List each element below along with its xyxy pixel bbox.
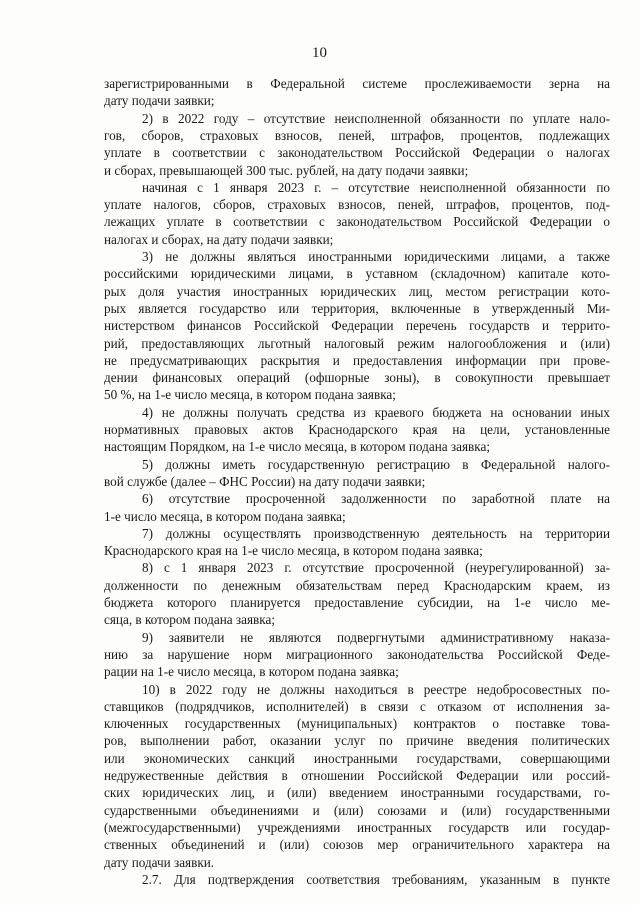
text-line: 5) должны иметь государственную регистрацию в Федеральной налого- [142,456,610,472]
text-line: рий, предоставляющих льготный налоговый режим налогообложения и (или) [104,335,610,351]
text-line: ских юридических лиц, и (или) введением иностранными государствами, го- [104,785,610,801]
text-line: 1-е число месяца, в котором подана заявка; [104,508,346,524]
text-line: 10) в 2022 году не должны находиться в реестре недобросовестных по- [142,681,610,697]
text-line: 4) не должны получать средства из краевого бюджета на основании иных [142,404,610,420]
page-number: 10 [312,45,327,61]
text-line: ственных объединений и (или) союзов мер ограничительного характера на [104,837,610,853]
text-line: рых является государство или территория, включенные в утвержденный Ми- [104,300,610,316]
text-line: 7) должны осуществлять производственную деятельность на территории [142,525,610,541]
text-line: сударственными объединениями и (или) союзами и (или) государственными [104,802,610,818]
text-line: или экономических санкций иностранными государствами, совершающими [104,750,610,766]
text-line: гов, сборов, страховых взносов, пеней, штрафов, процентов, подлежащих [104,127,610,143]
text-line: ров, выполнении работ, оказании услуг по причине введения политических [104,733,610,749]
text-line: дении финансовых операций (офшорные зоны), в совокупности превышает [104,370,610,386]
text-line: недружественные действия в отношении Российской Федерации или россий- [104,768,610,783]
text-line: дату подачи заявки; [104,93,215,109]
text-line: сяца, в котором подана заявка; [104,612,275,628]
text-line: начиная с 1 января 2023 г. – отсутствие неисполненной обязанности по [142,179,610,195]
text-line: 50 %, на 1-е число месяца, в котором подана заявка; [104,387,396,403]
text-line: российскими юридическими лицами, в уставном (складочном) капитале кото- [104,266,610,282]
text-line: и сборах, превышающей 300 тыс. рублей, на дату подачи заявки; [104,162,469,178]
text-line: рации на 1-е число месяца, в котором подана заявка; [104,664,399,680]
text-line: не предусматривающих раскрытия и предоставления информации при прове- [104,352,610,368]
text-line: долженности по денежным обязательствам перед Краснодарским краем, из [104,577,610,593]
text-line: ключенных государственных (муниципальных) контрактов о поставке това- [104,716,610,732]
text-line: 2.7. Для подтверждения соответствия требованиям, указанным в пункте [142,871,610,887]
text-line: 2) в 2022 году – отсутствие неисполненной обязанности по уплате нало- [142,110,610,126]
text-line: Краснодарского края на 1-е число месяца, в котором подана заявка; [104,543,483,559]
text-line: (межгосударственными) учреждениями иностранных государств или государ- [104,819,610,835]
text-line: нормативных правовых актов Краснодарского края на цели, установленные [104,422,610,437]
text-line: налогах и сборах, на дату подачи заявки; [104,231,334,247]
text-line: уплате налогов, сборов, страховых взносов, пеней, штрафов, процентов, под- [104,197,610,213]
text-line: лежащих уплате в соответствии с законодательством Российской Федерации о [104,214,610,230]
text-line: бюджета которого планируется предоставление субсидии, на 1-е число ме- [104,595,610,610]
text-line: настоящим Порядком, на 1-е число месяца, в котором подана заявка; [104,439,490,455]
text-line: нию за нарушение норм миграционного законодательства Российской Феде- [104,646,610,662]
text-line: 6) отсутствие просроченной задолженности по заработной плате на [142,491,610,507]
text-line: вой службе (далее – ФНС России) на дату подачи заявки; [104,473,426,489]
text-line: 9) заявители не являются подвергнутыми административному наказа- [142,629,610,645]
text-line: дату подачи заявки. [104,854,215,870]
text-line: уплате в соответствии с законодательством Российской Федерации о налогах [104,145,610,161]
text-line: нистерством финансов Российской Федерации перечень государств и террито- [104,318,610,334]
text-line: рых доля участия иностранных юридических лиц, местом регистрации кото- [104,283,610,299]
text-line: зарегистрированными в Федеральной системе прослеживаемости зерна на [104,76,610,91]
text-line: ставщиков (подрядчиков, исполнителей) в связи с отказом от исполнения за- [104,698,610,714]
text-line: 8) с 1 января 2023 г. отсутствие просроченной (неурегулированной) за- [142,560,610,576]
text-line: 3) не должны являться иностранными юридическими лицами, а также [142,249,610,264]
